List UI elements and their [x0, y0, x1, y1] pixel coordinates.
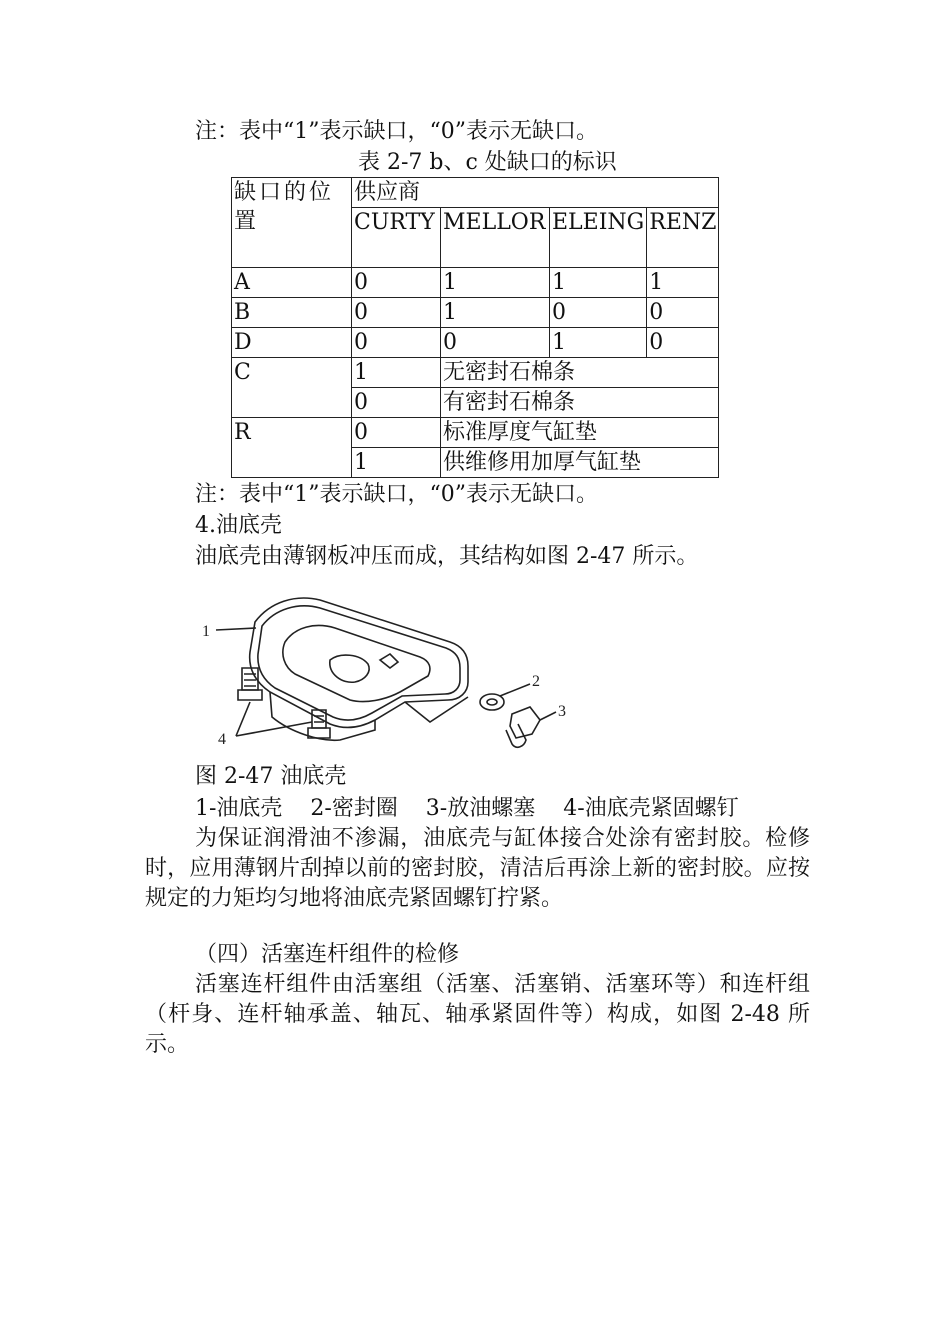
drain-plug-thread [506, 724, 526, 747]
oil-pan-basin [283, 626, 430, 702]
cell-desc: 标准厚度气缸垫 [441, 418, 719, 448]
table-row [232, 298, 719, 328]
subsection-title: （四）活塞连杆组件的检修 [195, 942, 460, 967]
figure-label-4: 4 [218, 731, 226, 748]
cell: 0 [647, 298, 719, 328]
leader-3 [540, 712, 556, 720]
row-pos: C [232, 358, 352, 418]
cell-desc: 供维修用加厚气缸垫 [441, 448, 719, 478]
oil-pan-fitting [380, 654, 398, 668]
figure-caption: 图 2-47 油底壳 [195, 764, 347, 789]
cell-desc: 有密封石棉条 [441, 388, 719, 418]
cell: 0 [550, 298, 647, 328]
leader-2 [500, 684, 530, 696]
table-row [232, 418, 719, 448]
row-pos: A [232, 268, 352, 298]
supplier-mellor: MELLOR [441, 208, 550, 268]
table-row [232, 358, 719, 388]
cell: 1 [352, 448, 441, 478]
row-pos: R [232, 418, 352, 478]
header-supplier: 供应商 [352, 178, 719, 208]
cell: 1 [441, 298, 550, 328]
note-top: 注：表中“1”表示缺口，“0”表示无缺口。 [195, 119, 598, 144]
cell: 1 [550, 328, 647, 358]
cell-desc: 无密封石棉条 [441, 358, 719, 388]
header-position: 缺口的位置 [232, 178, 352, 268]
table-caption: 表 2-7 b、c 处缺口的标识 [358, 150, 617, 175]
leader-4a [236, 702, 250, 736]
section-title: 4.油底壳 [195, 513, 282, 538]
cell: 1 [352, 358, 441, 388]
cell: 1 [647, 268, 719, 298]
cell: 0 [352, 418, 441, 448]
paragraph-piston: 活塞连杆组件由活塞组（活塞、活塞销、活塞环等）和连杆组（杆身、连杆轴承盖、轴瓦、轴承紧固件等）构成，如图 2-48 所示。 [145, 972, 810, 1057]
leader-1 [216, 628, 256, 630]
figure-label-2: 2 [532, 673, 540, 690]
figure-label-3: 3 [558, 703, 566, 720]
supplier-renz: RENZ [647, 208, 719, 268]
cell: 0 [352, 328, 441, 358]
figure-legend: 1-油底壳 2-密封圈 3-放油螺塞 4-油底壳紧固螺钉 [195, 796, 739, 821]
row-pos: D [232, 328, 352, 358]
table-row [232, 268, 719, 298]
cell: 1 [441, 268, 550, 298]
table-row [232, 328, 719, 358]
drain-plug [510, 707, 540, 738]
intro-text: 油底壳由薄钢板冲压而成，其结构如图 2-47 所示。 [195, 544, 699, 569]
notch-table [231, 177, 719, 478]
oil-pan-sump [330, 655, 369, 682]
cell: 0 [352, 388, 441, 418]
seal-ring-hole [487, 699, 497, 705]
cell: 0 [647, 328, 719, 358]
figure-label-1: 1 [202, 623, 210, 640]
cell: 0 [352, 298, 441, 328]
row-pos: B [232, 298, 352, 328]
supplier-curty: CURTY [352, 208, 441, 268]
cell: 0 [352, 268, 441, 298]
cell: 0 [441, 328, 550, 358]
oil-pan-body [250, 598, 468, 727]
paragraph-oil-pan: 为保证润滑油不渗漏，油底壳与缸体接合处涂有密封胶。检修时，应用薄钢片刮掉以前的密封胶，清洁后再涂上新的密封胶。应按规定的力矩均匀地将油底壳紧固螺钉拧紧。 [145, 826, 810, 911]
cell: 1 [550, 268, 647, 298]
oil-pan-figure [200, 582, 580, 757]
note-bottom: 注：表中“1”表示缺口，“0”表示无缺口。 [195, 482, 598, 507]
oil-pan-flange [258, 606, 460, 720]
supplier-eleing: ELEING [550, 208, 647, 268]
